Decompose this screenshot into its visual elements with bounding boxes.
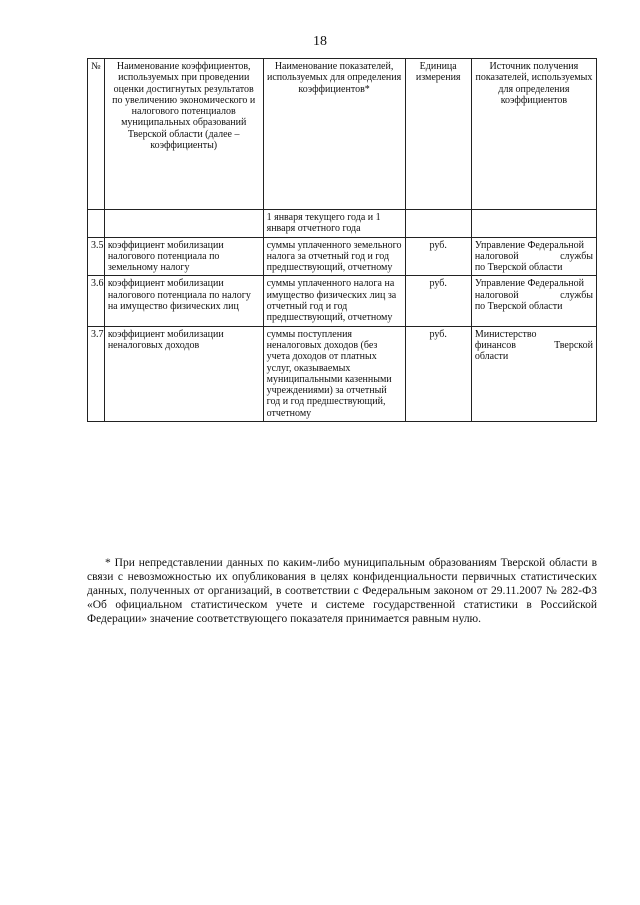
source-line: области [474,351,509,363]
table-row [88,326,597,421]
cell-unit: руб. [405,276,471,326]
source-line: Управление Федеральной [474,239,584,251]
source-line: финансов Тверской [474,339,593,351]
cell-source [471,326,596,421]
source-line: налоговой службы [474,250,593,262]
source-line: Министерство [474,328,537,340]
header-unit: Единица измерения [405,59,471,210]
cell-source [471,276,596,326]
table-header-row [88,59,597,210]
source-line: по Тверской области [474,301,563,313]
cell-source [471,237,596,276]
header-source: Источник получения показателей, используемых для определения коэффициентов [471,59,596,210]
table-row-continuation [88,210,597,238]
cell-num: 3.7 [88,326,105,421]
cell-empty [88,210,105,238]
cell-indicator: суммы уплаченного земельного налога за отчетный год и год предшествующий, отчетному [263,237,405,276]
cell-unit: руб. [405,237,471,276]
source-line: по Тверской области [474,262,563,274]
cell-empty [405,210,471,238]
cell-empty [104,210,263,238]
table-row [88,276,597,326]
cell-num: 3.6 [88,276,105,326]
cell-name: коэффициент мобилизации налогового потенциала по земельному налогу [104,237,263,276]
cell-indicator: суммы поступления неналоговых доходов (без учета доходов от платных услуг, оказываемых муниципальными казенными учреждениями) за отчетный год и год предшествующий, отчетному [263,326,405,421]
header-indicators: Наименование показателей, используемых для определения коэффициентов* [263,59,405,210]
cell-indicator: 1 января текущего года и 1 января отчетного года [263,210,405,238]
cell-unit: руб. [405,326,471,421]
cell-indicator: суммы уплаченного налога на имущество физических лиц за отчетный год и год предшествующий, отчетному [263,276,405,326]
cell-name: коэффициент мобилизации неналоговых доходов [104,326,263,421]
footnote: * При непредставлении данных по каким-либо муниципальным образованиям Тверской области в связи с невозможностью их опубликования в целях конфиденциальности первичных статистических данных, полученных от организаций, в соответствии с Федеральным законом от 29.11.2007 № 282-ФЗ «Об официальном статистическом учете и системе государственной статистики в Российской Федерации» значение соответствующего показателя принимается равным нулю. [87,557,597,625]
source-line: Управление Федеральной [474,278,584,290]
table-row [88,237,597,276]
header-name: Наименование коэффициентов, используемых при проведении оценки достигнутых результатов по увеличению экономического и налогового потенциалов муниципальных образований Тверской области (далее – коэффициенты) [104,59,263,210]
cell-name: коэффициент мобилизации налогового потенциала по налогу на имущество физических лиц [104,276,263,326]
source-line: налоговой службы [474,289,593,301]
coefficients-table [87,58,597,422]
cell-num: 3.5 [88,237,105,276]
page-number: 18 [313,34,327,49]
header-num: № [88,59,105,210]
cell-empty [471,210,596,238]
